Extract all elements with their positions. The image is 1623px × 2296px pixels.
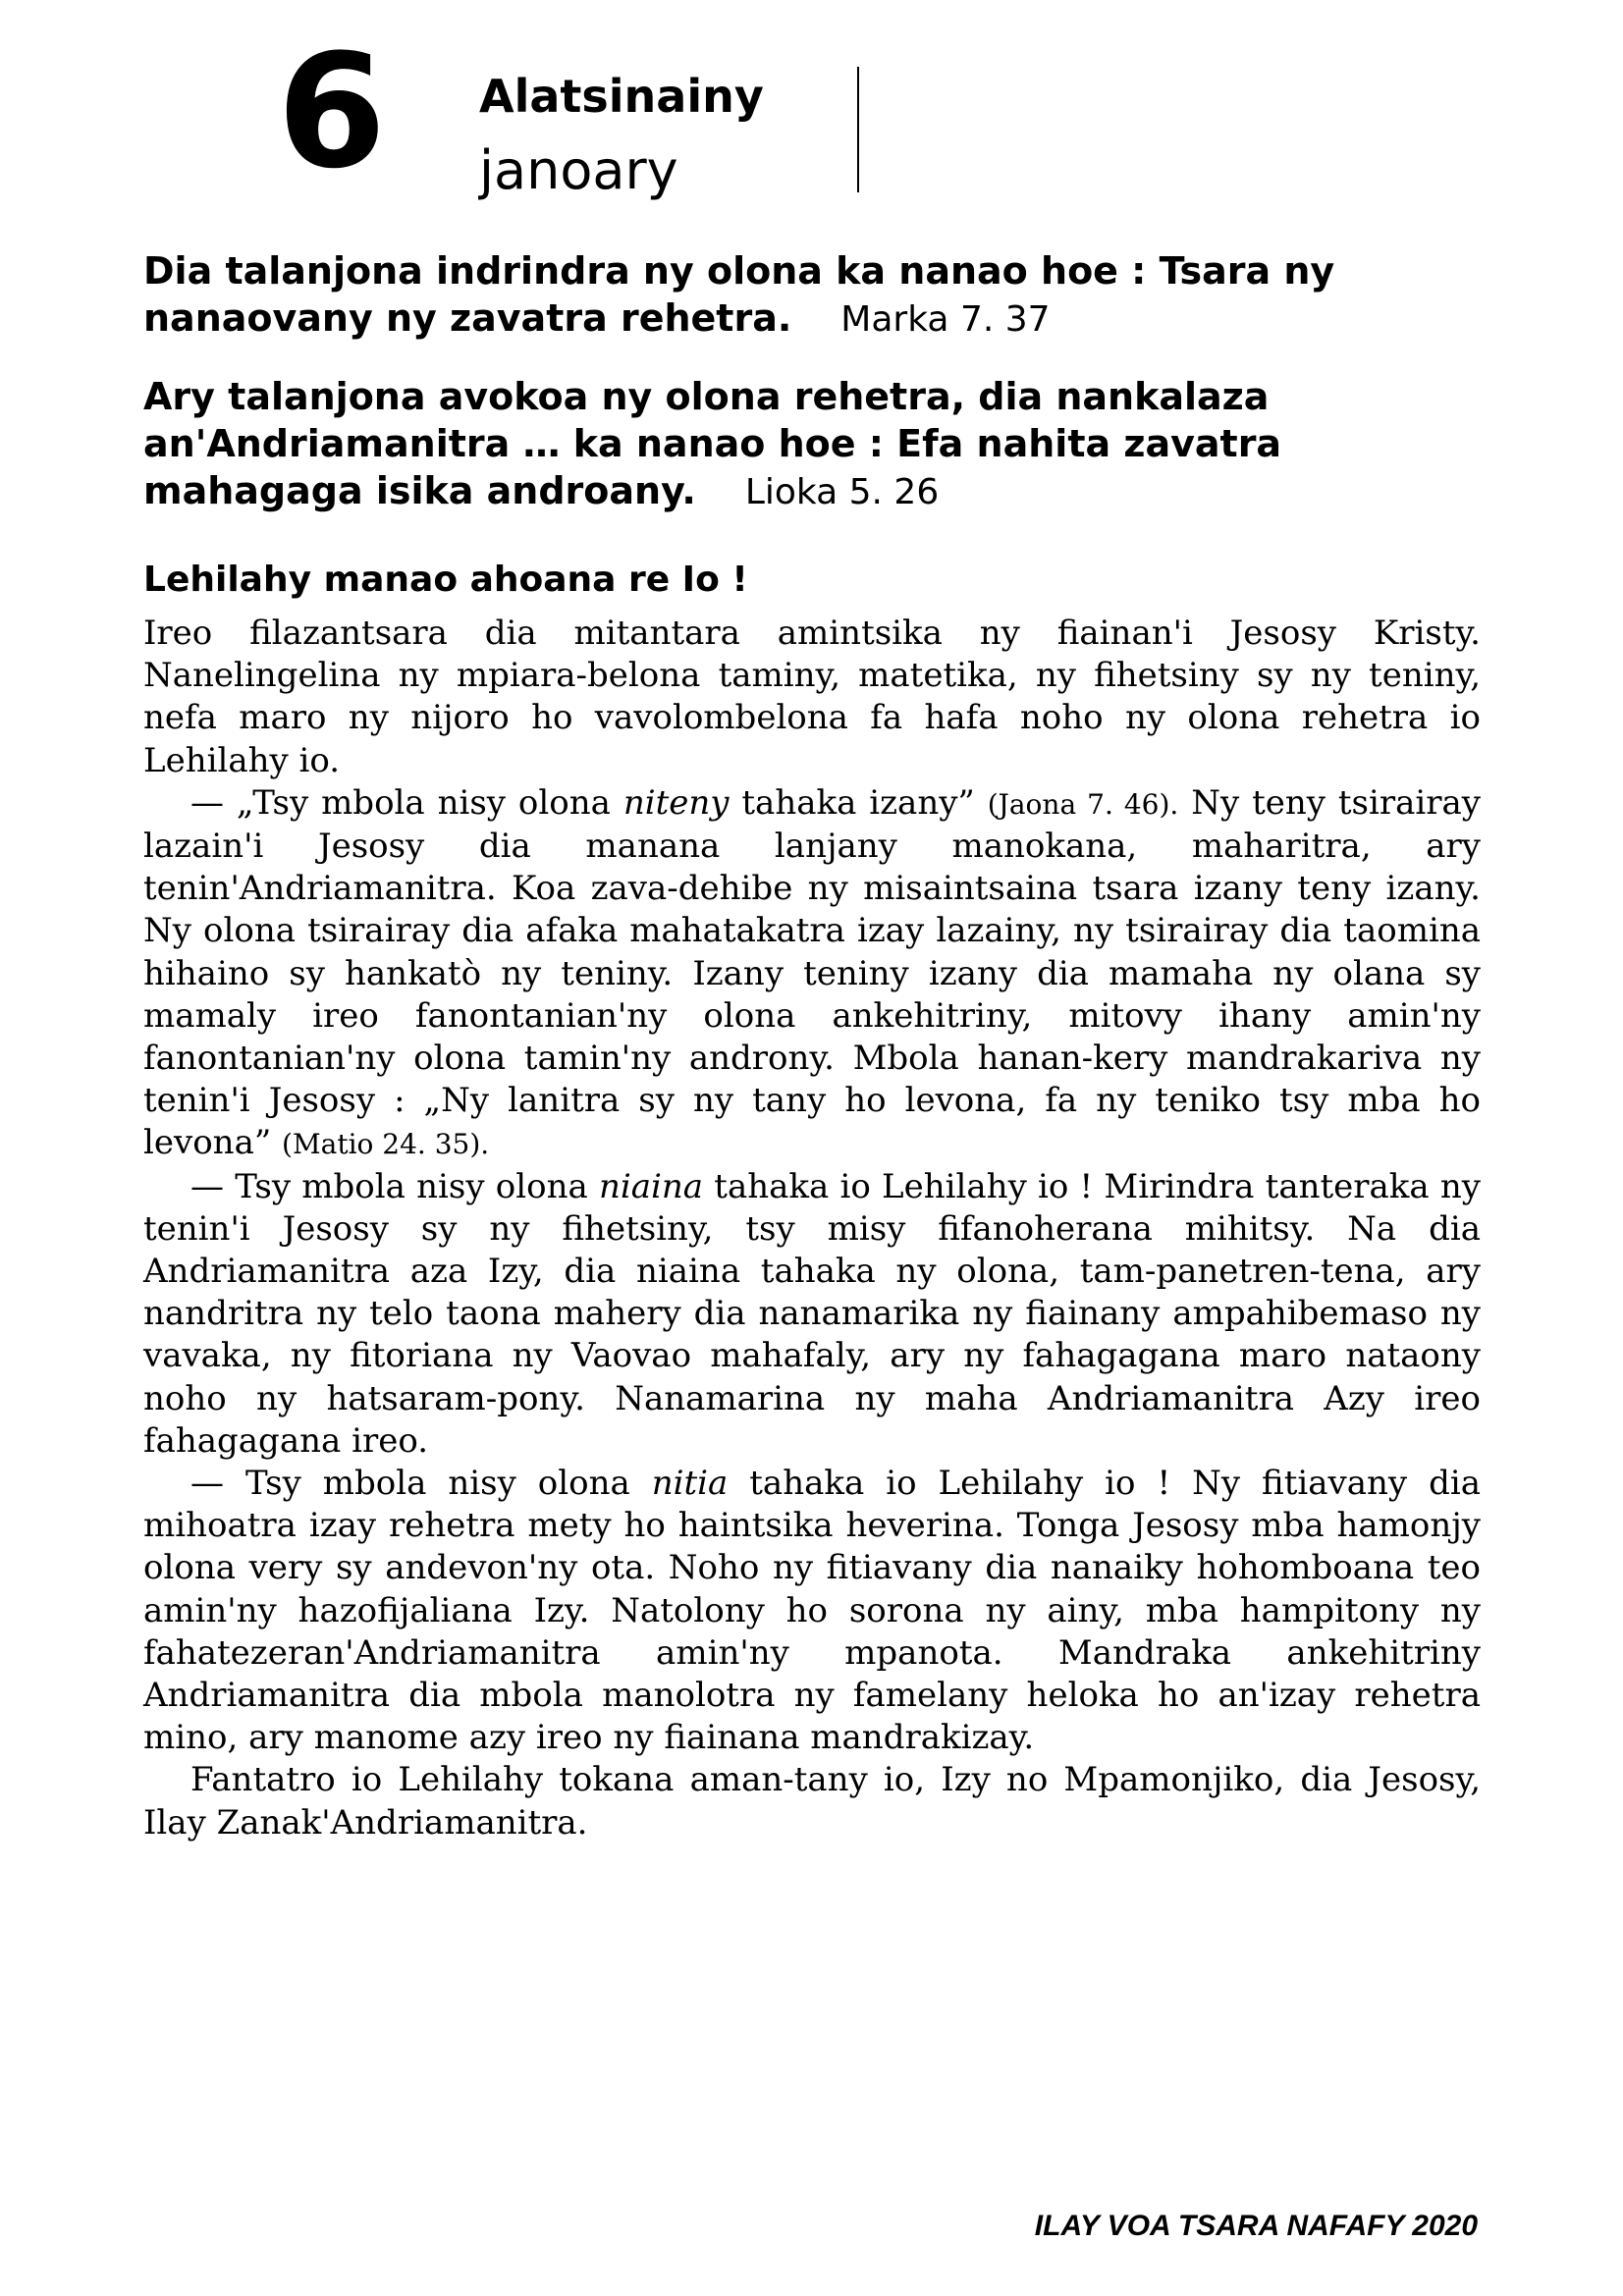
paragraph-4-emphasis: nitia (651, 1464, 729, 1504)
paragraph-4-rest: tahaka io Lehilahy io ! Ny fitiavany dia mihoatra izay rehetra mety ho haintsika heverina. Tonga Jesosy mba hamonjy olona very sy andevon'ny ota. Noho ny fitiavany dia nanaiky hohomboana teo amin'ny hazofijaliana Izy. Natolony ho sorona ny ainy, mba hampitony ny fahatezeran'Andriamanitra amin'ny mpanota. Mandraka ankehitriny Andriamanitra dia mbola manolotra ny famelany heloka ho an'izay rehetra mino, ary manome azy ireo ny fiainana mandrakizay. (143, 1464, 1481, 1758)
paragraph-2-lead: — „Tsy mbola nisy olona (190, 782, 623, 823)
paragraph-3 (143, 1166, 1481, 1463)
verse-1-reference: Marka 7. 37 (840, 299, 1051, 340)
paragraph-2-rest: Ny teny tsirairay lazain'i Jesosy dia manana lanjany manokana, maharitra, ary tenin'Andriamanitra. Koa zava-dehibe ny misaintsaina tsara izany teny izany. Ny olona tsirairay dia afaka mahatakatra izay lazainy, ny tsirairay dia taomina hihaino sy hankatò ny teniny. Izany teniny izany dia mamaha ny olana sy mamaly ireo fanontanian'ny olona ankehitriny, mitovy ihany amin'ny fanontanian'ny olona tamin'ny androny. Mbola hanan-kery mandrakariva ny tenin'i Jesosy : „Ny lanitra sy ny tany ho levona, fa ny teniko tsy mba ho levona” (143, 782, 1481, 1163)
header-divider (857, 67, 859, 192)
date-header (277, 20, 886, 203)
weekday: Alatsinainy (479, 70, 764, 123)
footer-publication: ILAY VOA TSARA NAFAFY 2020 (1034, 2210, 1478, 2242)
verse-2-text: Ary talanjona avokoa ny olona rehetra, dia nankalaza an'Andriamanitra … ka nanao hoe : Efa nahita zavatra mahagaga isika androany. (143, 375, 1282, 512)
month: janoary (479, 139, 678, 201)
body-text (143, 613, 1481, 1844)
paragraph-3-lead: — Tsy mbola nisy olona (190, 1166, 599, 1206)
section-title: Lehilahy manao ahoana re Io ! (143, 560, 748, 600)
day-number: 6 (277, 20, 383, 203)
paragraph-2-emphasis: niteny (622, 782, 730, 823)
paragraph-1: Ireo filazantsara dia mitantara amintsika ny fiainan'i Jesosy Kristy. Nanelingelina ny mpiara-belona taminy, matetika, ny fihetsiny sy ny teniny, nefa maro ny nijoro ho vavolombelona fa hafa noho ny olona rehetra io Lehilahy io. (143, 614, 1481, 780)
paragraph-4 (143, 1463, 1481, 1759)
paragraph-2 (143, 782, 1481, 1166)
verse-2 (143, 373, 1488, 516)
verse-1 (143, 247, 1488, 344)
paragraph-4-lead: — Tsy mbola nisy olona (190, 1464, 652, 1504)
paragraph-2-citation: (Jaona 7. 46). (987, 787, 1179, 821)
verse-2-reference: Lioka 5. 26 (744, 472, 940, 512)
paragraph-3-emphasis: niaina (598, 1166, 704, 1206)
verse-1-text: Dia talanjona indrindra ny olona ka nanao hoe : Tsara ny nanaovany ny zavatra rehetra. (143, 249, 1335, 340)
paragraph-2-after: tahaka izany” (729, 782, 975, 823)
paragraph-2-citation-2: (Matio 24. 35). (282, 1128, 490, 1161)
paragraph-3-rest: tahaka io Lehilahy io ! Mirindra tanteraka ny tenin'i Jesosy sy ny fihetsiny, tsy misy fifanoherana mihitsy. Na dia Andriamanitra aza Izy, dia niaina tahaka ny olona, tam-panetren-tena, ary nandritra ny telo taona mahery dia nanamarika ny fiainany ampahibemaso ny vavaka, ny fitoriana ny Vaovao mahafaly, ary ny fahagagana maro nataony noho ny hatsaram-pony. Nanamarina ny maha Andriamanitra Azy ireo fahagagana ireo. (143, 1166, 1481, 1461)
paragraph-5: Fantatro io Lehilahy tokana aman-tany io, Izy no Mpamonjiko, dia Jesosy, Ilay Zanak'Andriamanitra. (143, 1760, 1481, 1842)
